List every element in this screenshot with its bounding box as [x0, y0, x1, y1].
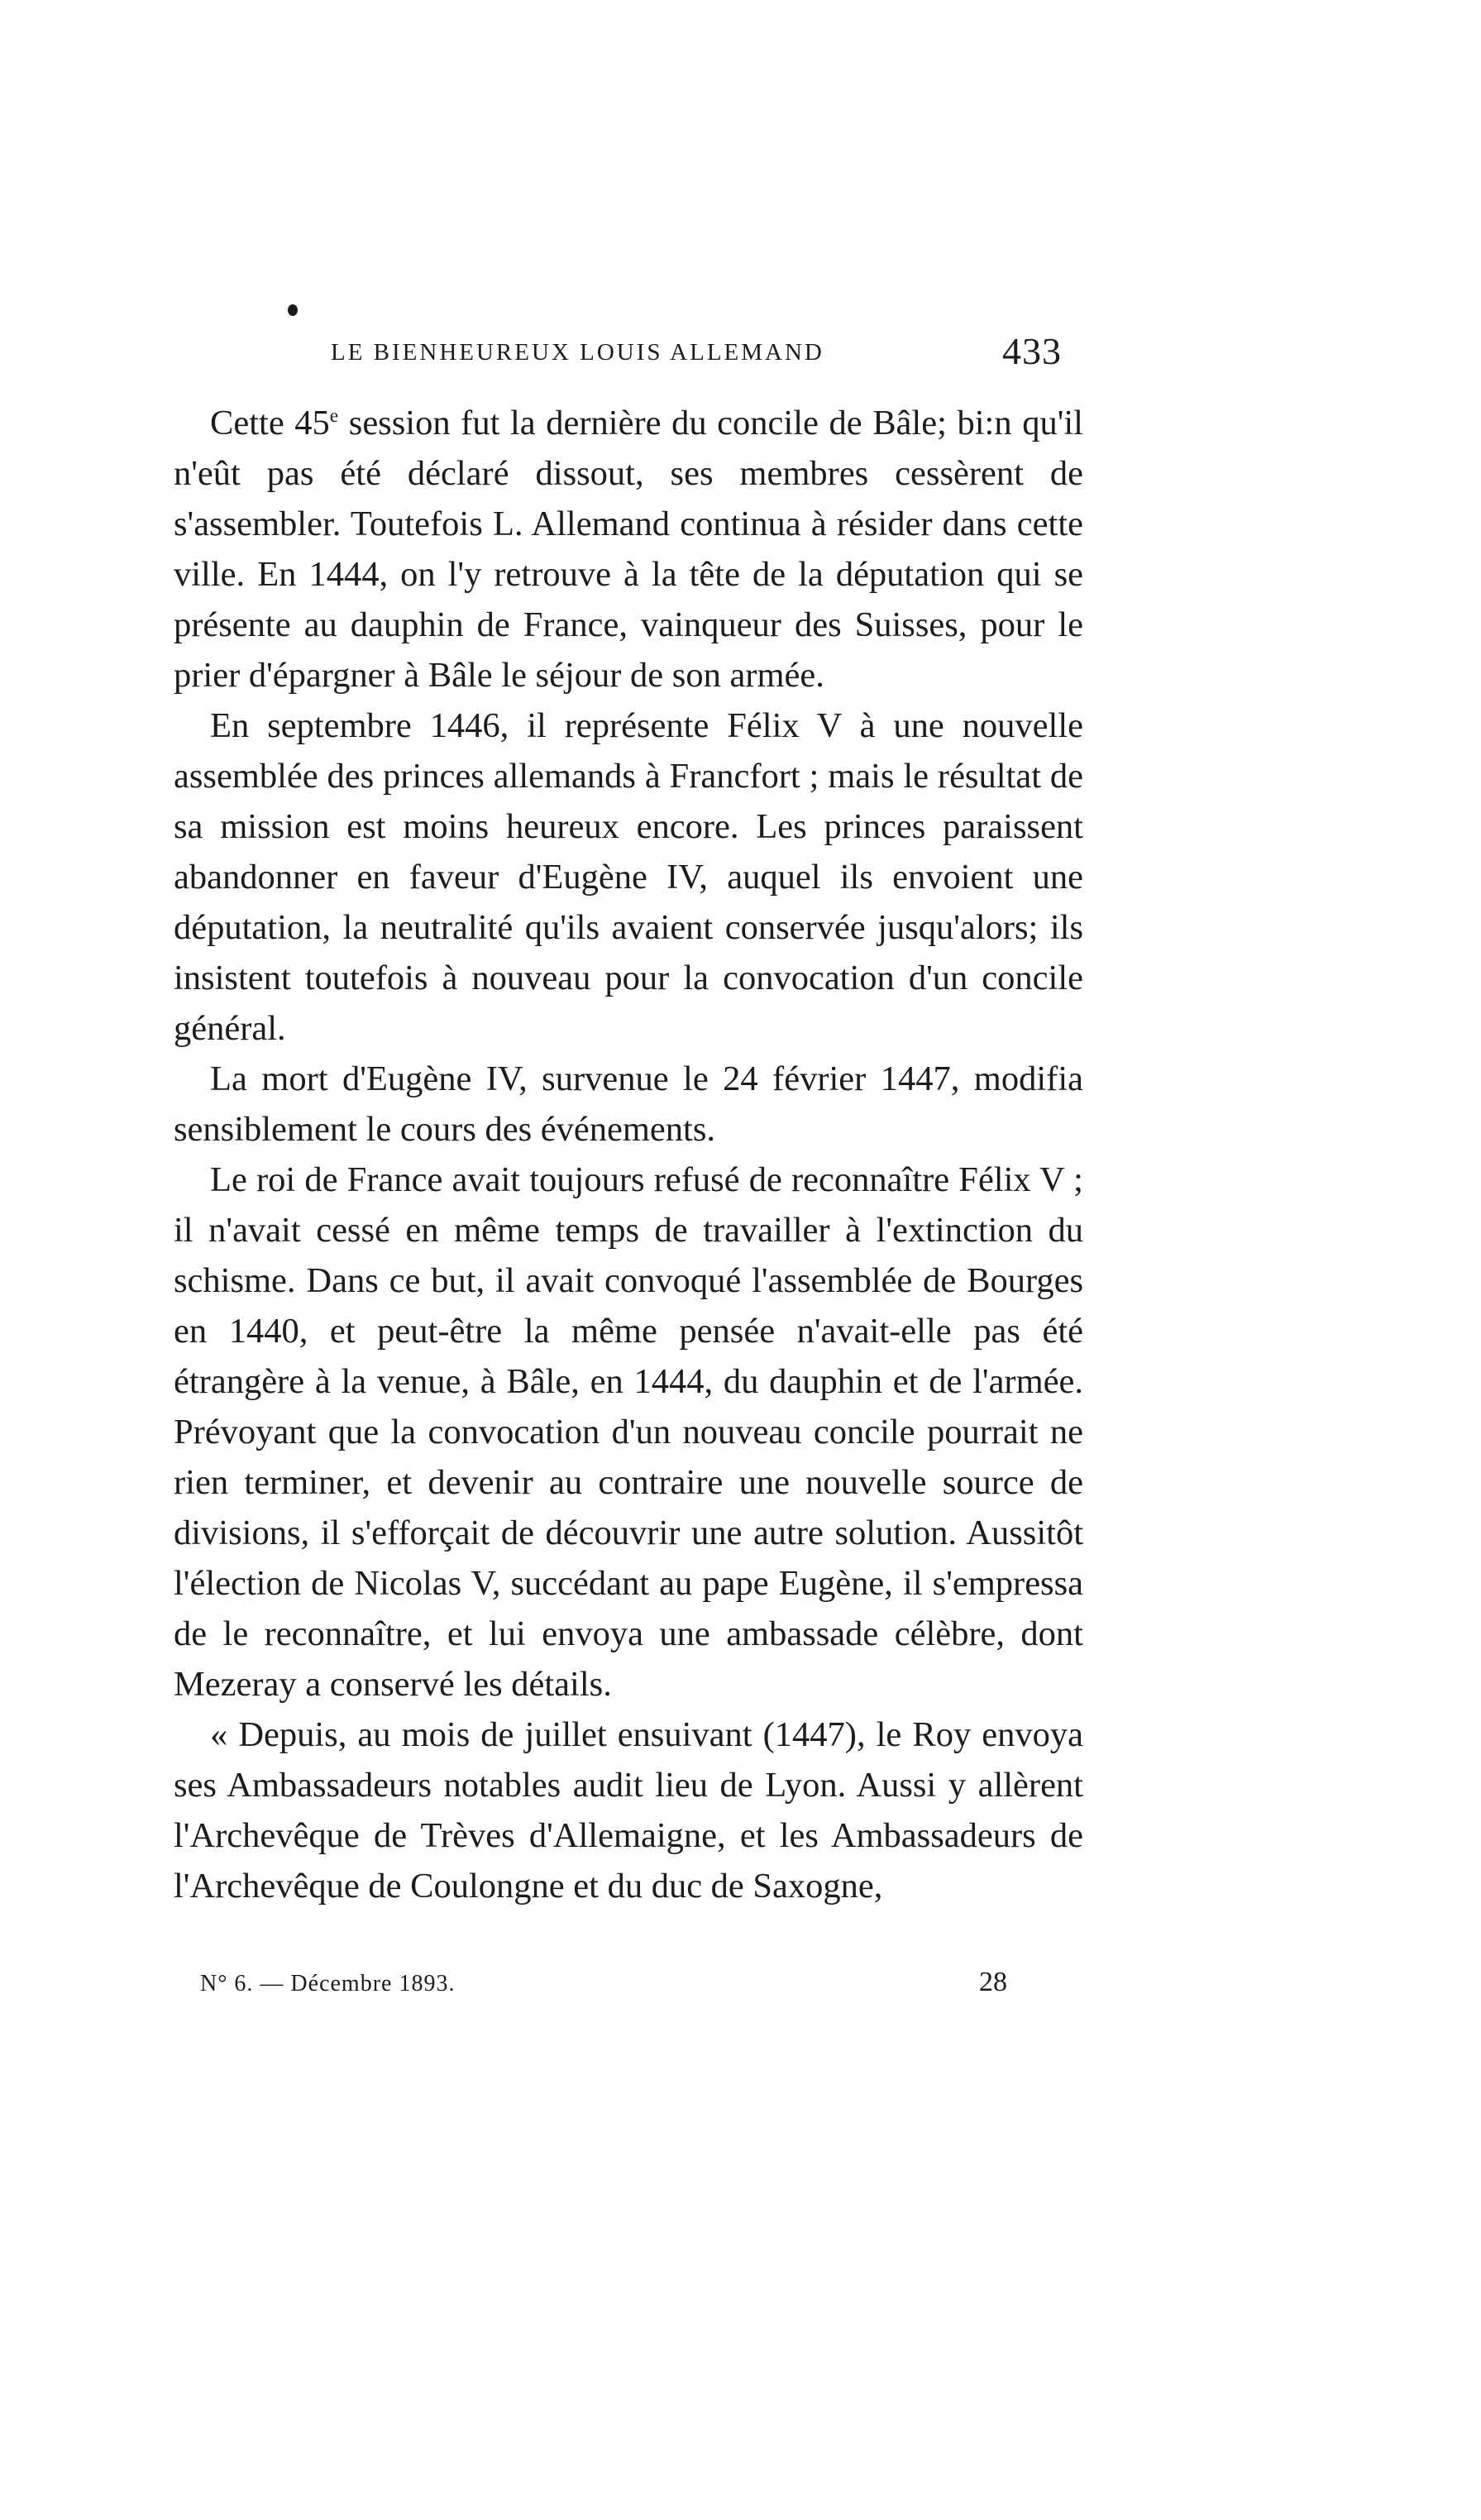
paragraph-1 [174, 398, 1083, 701]
paragraph-3: La mort d'Eugène IV, survenue le 24 février 1447, modifia sensiblement le cours des événements. [174, 1059, 1083, 1149]
body-text [174, 398, 1083, 1911]
paragraph-4: Le roi de France avait toujours refusé de reconnaître Félix V ; il n'avait cessé en même temps de travailler à l'extinction du schisme. Dans ce but, il avait convoqué l'assemblée de Bourges en 1440, et peut-être la même pensée n'avait-elle pas été étrangère à la venue, à Bâle, en 1444, du dauphin et de l'armée. Prévoyant que la convocation d'un nouveau concile pourrait ne rien terminer, et devenir au contraire une nouvelle source de divisions, il s'efforçait de découvrir une autre solution. Aussitôt l'élection de Nicolas V, succédant au pape Eugène, il s'empressa de le reconnaître, et lui envoya une ambassade célèbre, dont Mezeray a conservé les détails. [174, 1160, 1083, 1704]
ink-dot [288, 304, 298, 316]
paragraph-5: « Depuis, au mois de juillet ensuivant (1447), le Roy envoya ses Ambassadeurs notables audit lieu de Lyon. Aussi y allèrent l'Archevêque de Trèves d'Allemaigne, et les Ambassadeurs de l'Archevêque de Coulongne et du duc de Saxogne, [174, 1715, 1083, 1906]
signature-mark: 28 [979, 1967, 1007, 1997]
paragraph-1-start: Cette 45 [210, 404, 330, 442]
paragraph-1-rest: session fut la dernière du concile de Bâle; bi:n qu'il n'eût pas été déclaré dissout, ses membres cessèrent de s'assembler. Toutefois L. Allemand continua à résider dans cette ville. En 1444, on l'y retrouve à la tête de la députation qui se présente au dauphin de France, vainqueur des Suisses, pour le prier d'épargner à Bâle le séjour de son armée. [174, 404, 1083, 695]
paragraph-2: En septembre 1446, il représente Félix V à une nouvelle assemblée des princes allemands à Francfort ; mais le résultat de sa mission est moins heureux encore. Les princes paraissent abandonner en faveur d'Eugène IV, auquel ils envoient une députation, la neutralité qu'ils avaient conservée jusqu'alors; ils insistent toutefois à nouveau pour la convocation d'un concile général. [174, 706, 1083, 1048]
page-number: 433 [1002, 330, 1062, 372]
issue-date: N° 6. — Décembre 1893. [200, 1971, 456, 1996]
superscript-e: e [329, 404, 339, 427]
running-title: LE BIENHEUREUX LOUIS ALLEMAND [331, 339, 824, 366]
